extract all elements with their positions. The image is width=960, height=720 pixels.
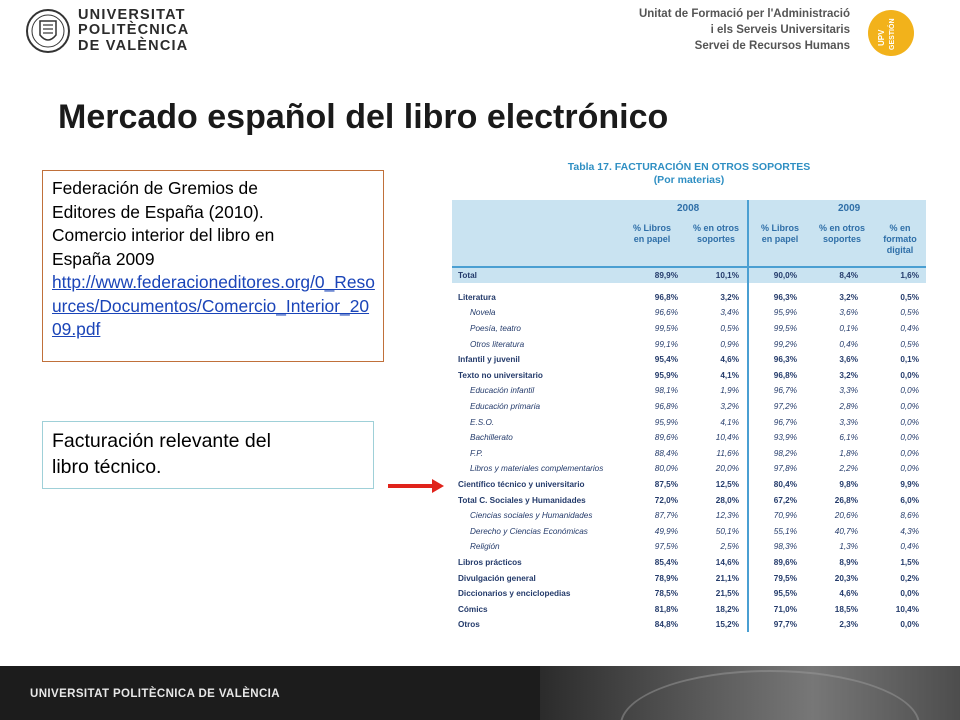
logo-line: POLITÈCNICA — [78, 22, 190, 39]
row-value: 20,0% — [715, 464, 739, 474]
row-label: Científico técnico y universitario — [458, 479, 585, 489]
row-value: 3,2% — [839, 370, 858, 380]
row-value: 0,4% — [900, 542, 919, 552]
row-value: 95,9% — [773, 308, 797, 318]
col-header-line: formato — [883, 234, 917, 244]
row-value: 6,1% — [839, 433, 858, 443]
row-value: 98,1% — [654, 386, 678, 396]
row-label: Cómics — [458, 604, 488, 614]
table-row — [452, 555, 926, 570]
slide-title: Mercado español del libro electrónico — [58, 98, 669, 136]
row-value: 18,5% — [834, 604, 858, 614]
row-value: 2,8% — [839, 401, 858, 411]
row-value: 4,1% — [720, 370, 739, 380]
row-value: 26,8% — [834, 495, 858, 505]
row-value: 0,4% — [900, 323, 919, 333]
row-value: 0,5% — [900, 292, 919, 302]
table-title — [452, 161, 926, 187]
row-value: 71,0% — [773, 604, 797, 614]
row-value: 97,5% — [654, 542, 678, 552]
row-value: 90,0% — [773, 271, 797, 281]
row-value: 0,0% — [900, 620, 919, 630]
row-value: 0,0% — [900, 386, 919, 396]
row-value: 0,4% — [839, 339, 858, 349]
row-value: 0,0% — [900, 464, 919, 474]
row-label: Literatura — [458, 292, 496, 302]
row-value: 1,9% — [720, 386, 739, 396]
row-label: Novela — [470, 308, 496, 318]
seal-arc — [620, 670, 920, 720]
row-value: 99,5% — [773, 323, 797, 333]
university-seal-icon — [26, 7, 70, 55]
row-label: Diccionarios y enciclopedias — [458, 589, 571, 599]
row-label: Infantil y juvenil — [458, 355, 520, 365]
row-value: 81,8% — [654, 604, 678, 614]
table-row — [452, 368, 926, 383]
row-value: 3,3% — [839, 417, 858, 427]
row-value: 2,3% — [839, 620, 858, 630]
footer-bar — [0, 666, 960, 720]
row-label: Religión — [470, 542, 500, 552]
row-value: 8,4% — [839, 271, 858, 281]
row-value: 95,9% — [654, 370, 678, 380]
note-box — [42, 421, 374, 489]
row-label: Total — [458, 271, 477, 281]
row-value: 97,7% — [773, 620, 797, 630]
table-row — [452, 430, 926, 445]
row-value: 6,0% — [900, 495, 919, 505]
row-value: 96,7% — [773, 386, 797, 396]
table-row — [452, 336, 926, 351]
row-value: 0,9% — [720, 339, 739, 349]
unit-line: Unitat de Formació per l'Administració — [638, 8, 850, 20]
col-header-line: en papel — [761, 234, 799, 244]
badge-line: GESTIÓN — [889, 18, 896, 50]
row-value: 4,6% — [720, 355, 739, 365]
row-value: 40,7% — [834, 526, 858, 536]
col-header-line: % en otros — [692, 223, 739, 233]
row-value: 80,0% — [654, 464, 678, 474]
citation-line: Federación de Gremios de — [52, 178, 258, 198]
table-row — [452, 570, 926, 585]
row-value: 93,9% — [773, 433, 797, 443]
row-value: 15,2% — [715, 620, 739, 630]
table-row — [452, 461, 926, 476]
row-value: 96,8% — [773, 370, 797, 380]
row-value: 12,5% — [715, 479, 739, 489]
revenue-table — [452, 158, 926, 636]
row-label: Derecho y Ciencias Económicas — [470, 526, 588, 536]
row-value: 8,9% — [839, 557, 858, 567]
row-value: 96,3% — [773, 355, 797, 365]
row-value: 0,0% — [900, 589, 919, 599]
source-citation-box — [42, 170, 384, 362]
table-row — [452, 508, 926, 523]
row-value: 96,8% — [654, 401, 678, 411]
row-value: 96,7% — [773, 417, 797, 427]
row-value: 4,1% — [720, 417, 739, 427]
row-value: 21,1% — [715, 573, 739, 583]
row-value: 99,1% — [654, 339, 678, 349]
table-row — [452, 617, 926, 632]
table-row — [452, 268, 926, 283]
row-value: 85,4% — [654, 557, 678, 567]
row-value: 9,8% — [839, 479, 858, 489]
row-value: 50,1% — [715, 526, 739, 536]
row-value: 10,4% — [715, 433, 739, 443]
row-value: 87,5% — [654, 479, 678, 489]
right-arrow-icon — [388, 476, 446, 496]
col-header-line: % Libros — [632, 223, 671, 233]
row-label: Libros prácticos — [458, 557, 522, 567]
row-label: Libros y materiales complementarios — [470, 464, 604, 474]
row-value: 72,0% — [654, 495, 678, 505]
row-value: 96,6% — [654, 308, 678, 318]
row-value: 0,5% — [720, 323, 739, 333]
row-value: 80,4% — [773, 479, 797, 489]
row-value: 0,0% — [900, 448, 919, 458]
row-value: 3,2% — [839, 292, 858, 302]
upv-logo — [26, 6, 189, 56]
row-value: 2,5% — [720, 542, 739, 552]
row-value: 20,3% — [834, 573, 858, 583]
row-value: 96,3% — [773, 292, 797, 302]
table-header — [452, 200, 926, 266]
row-label: Bachillerato — [470, 433, 513, 443]
row-value: 98,3% — [773, 542, 797, 552]
footer-seal-photo — [540, 666, 960, 720]
table-row — [452, 446, 926, 461]
row-label: Educación primaria — [470, 401, 541, 411]
row-value: 95,5% — [773, 589, 797, 599]
logo-line: DE VALÈNCIA — [78, 37, 189, 54]
row-value: 14,6% — [715, 557, 739, 567]
row-value: 88,4% — [654, 448, 678, 458]
table-row — [452, 290, 926, 305]
row-value: 9,9% — [900, 479, 919, 489]
col-header-line: en papel — [633, 234, 671, 244]
row-value: 2,2% — [839, 464, 858, 474]
row-value: 97,2% — [773, 401, 797, 411]
row-value: 99,5% — [654, 323, 678, 333]
row-value: 95,4% — [654, 355, 678, 365]
col-header-line: soportes — [696, 234, 735, 244]
col-header — [874, 223, 926, 256]
row-value: 87,7% — [654, 511, 678, 521]
table-row — [452, 383, 926, 398]
row-value: 0,0% — [900, 433, 919, 443]
row-label: Texto no universitario — [458, 370, 543, 380]
row-label: E.S.O. — [470, 417, 495, 427]
row-value: 12,3% — [715, 511, 739, 521]
row-value: 84,8% — [654, 620, 678, 630]
year-2009-label: 2009 — [838, 203, 861, 214]
unit-line: i els Serveis Universitaris — [710, 24, 850, 36]
row-value: 1,6% — [900, 271, 919, 281]
col-header-line: % en otros — [818, 223, 865, 233]
table-row — [452, 586, 926, 601]
row-value: 4,3% — [900, 526, 919, 536]
col-header — [684, 223, 748, 245]
row-value: 0,1% — [839, 323, 858, 333]
row-value: 1,3% — [839, 542, 858, 552]
year-2008-label: 2008 — [677, 203, 700, 214]
row-value: 8,6% — [900, 511, 919, 521]
row-value: 98,2% — [773, 448, 797, 458]
row-value: 0,5% — [900, 308, 919, 318]
row-label: Ciencias sociales y Humanidades — [470, 511, 593, 521]
badge-text-graphic — [868, 10, 914, 56]
citation-line: España 2009 — [52, 248, 155, 269]
citation-line: Comercio interior del libro en — [52, 225, 275, 245]
row-value: 11,6% — [716, 448, 739, 458]
table-row — [452, 524, 926, 539]
row-value: 78,9% — [654, 573, 678, 583]
table-divider — [747, 200, 749, 632]
source-link[interactable]: http://www.federacioneditores.org/0_Resources/Documentos/Comercio_Interior_2009.pdf — [52, 272, 375, 339]
col-header — [812, 223, 872, 245]
row-label: Otros literatura — [470, 339, 525, 349]
row-value: 3,4% — [720, 308, 739, 318]
row-value: 70,9% — [773, 511, 797, 521]
row-value: 1,8% — [839, 448, 858, 458]
table-title-line: (Por materias) — [653, 174, 725, 186]
footer-text: UNIVERSITAT POLITÈCNICA DE VALÈNCIA — [30, 688, 280, 700]
citation-line: Editores de España (2010). — [52, 201, 264, 222]
row-value: 3,6% — [839, 308, 858, 318]
table-title-line: Tabla 17. FACTURACIÓN EN OTROS SOPORTES — [567, 161, 811, 173]
row-value: 79,5% — [773, 573, 797, 583]
col-header-line: digital — [886, 245, 914, 255]
row-value: 67,2% — [773, 495, 797, 505]
row-value: 55,1% — [773, 526, 797, 536]
row-value: 3,3% — [839, 386, 858, 396]
row-value: 0,0% — [900, 417, 919, 427]
badge-line: UPV — [877, 29, 886, 46]
row-value: 0,2% — [900, 573, 919, 583]
note-line: Facturación relevante del — [52, 430, 271, 452]
row-value: 18,2% — [715, 604, 739, 614]
row-value: 89,6% — [654, 433, 678, 443]
row-value: 10,4% — [895, 604, 919, 614]
row-value: 0,0% — [900, 401, 919, 411]
row-value: 3,2% — [720, 401, 739, 411]
note-line: libro técnico. — [52, 456, 162, 478]
table-row — [452, 602, 926, 617]
table-row — [452, 414, 926, 429]
row-value: 96,8% — [654, 292, 678, 302]
row-value: 10,1% — [715, 271, 739, 281]
col-header — [622, 223, 682, 245]
col-header-line: % Libros — [760, 223, 799, 233]
row-value: 97,8% — [773, 464, 797, 474]
row-value: 78,5% — [654, 589, 678, 599]
row-value: 89,6% — [773, 557, 797, 567]
logo-wordmark — [78, 8, 189, 55]
table-row — [452, 321, 926, 336]
table-row — [452, 477, 926, 492]
table-row — [452, 352, 926, 367]
table-row — [452, 492, 926, 507]
row-value: 49,9% — [654, 526, 678, 536]
table-row — [452, 399, 926, 414]
row-value: 3,6% — [839, 355, 858, 365]
row-label: F.P. — [470, 448, 483, 458]
col-header-line: % en — [889, 223, 911, 233]
row-value: 99,2% — [773, 339, 797, 349]
row-value: 89,9% — [654, 271, 678, 281]
row-label: Total C. Sociales y Humanidades — [458, 495, 586, 505]
upv-gestion-badge-icon — [868, 10, 914, 56]
row-value: 0,1% — [900, 355, 919, 365]
row-value: 21,5% — [715, 589, 739, 599]
unit-caption — [639, 6, 850, 54]
table-divider — [452, 266, 926, 268]
row-value: 20,6% — [834, 511, 858, 521]
logo-line: UNIVERSITAT — [78, 6, 186, 23]
row-label: Poesía, teatro — [470, 323, 521, 333]
row-value: 3,2% — [720, 292, 739, 302]
row-value: 0,5% — [900, 339, 919, 349]
row-value: 4,6% — [839, 589, 858, 599]
row-value: 0,0% — [900, 370, 919, 380]
row-label: Divulgación general — [458, 573, 536, 583]
row-value: 95,9% — [654, 417, 678, 427]
row-value: 1,5% — [900, 557, 919, 567]
table-row — [452, 539, 926, 554]
unit-line: Servei de Recursos Humans — [694, 40, 850, 52]
row-label: Otros — [458, 620, 480, 630]
col-header-line: soportes — [822, 234, 861, 244]
col-header — [750, 223, 810, 245]
row-label: Educación infantil — [470, 386, 535, 396]
row-value: 28,0% — [715, 495, 739, 505]
table-row — [452, 305, 926, 320]
